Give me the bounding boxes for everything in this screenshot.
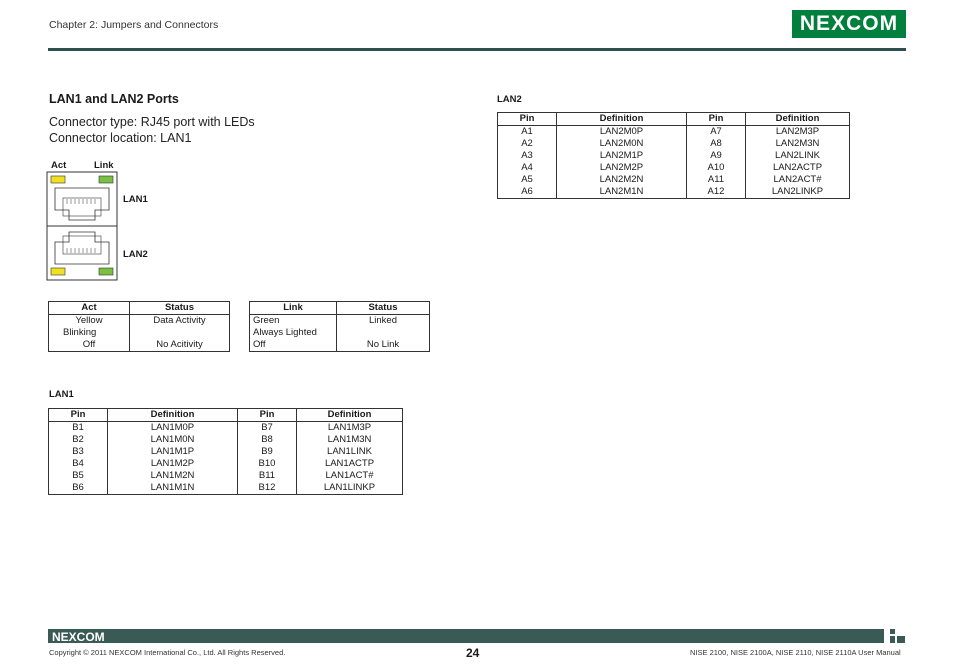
lan1-table-title: LAN1 [49, 389, 74, 400]
table-cell: A12 [687, 186, 746, 199]
lan2-port-label: LAN2 [123, 249, 148, 260]
table-row: Green Linked [250, 315, 430, 328]
table-cell: LAN1ACT# [297, 470, 403, 482]
table-row: Off No Link [250, 339, 430, 352]
table-cell: B4 [49, 458, 108, 470]
lan1-link-led [99, 176, 113, 183]
table-cell: LAN2M2P [557, 162, 687, 174]
table-cell: A5 [498, 174, 557, 186]
table-cell: A8 [687, 138, 746, 150]
table-cell: LAN2M0N [557, 138, 687, 150]
lan2-table-title: LAN2 [497, 94, 522, 105]
table-row: Off No Acitivity [49, 339, 230, 352]
table-header: Link [250, 302, 337, 315]
copyright-text: Copyright © 2011 NEXCOM International Co., Ltd. All Rights Reserved. [49, 648, 286, 657]
table-cell: LAN2M2N [557, 174, 687, 186]
table-cell: B2 [49, 434, 108, 446]
footer-bar [48, 629, 884, 643]
table-cell: LAN2ACTP [746, 162, 850, 174]
table-cell: LAN2ACT# [746, 174, 850, 186]
table-cell: LAN1LINK [297, 446, 403, 458]
table-cell: B11 [238, 470, 297, 482]
table-cell: LAN1M2P [108, 458, 238, 470]
table-cell: A7 [687, 126, 746, 139]
header-divider [48, 48, 906, 51]
table-cell: LAN1M0P [108, 422, 238, 435]
table-cell: A3 [498, 150, 557, 162]
act-status-table [48, 301, 230, 352]
table-row: Always Lighted [250, 327, 430, 339]
act-label: Act [51, 160, 67, 171]
chapter-title: Chapter 2: Jumpers and Connectors [49, 19, 219, 31]
page-number: 24 [466, 646, 480, 660]
table-row [49, 458, 403, 470]
table-row [49, 482, 403, 495]
table-cell: LAN2M0P [557, 126, 687, 139]
connector-type: Connector type: RJ45 port with LEDs [49, 115, 255, 129]
table-header: Status [337, 302, 430, 315]
table-cell: A2 [498, 138, 557, 150]
table-cell: B6 [49, 482, 108, 495]
table-cell: LAN1M1N [108, 482, 238, 495]
table-cell: LAN2M3P [746, 126, 850, 139]
footer-blocks-icon [890, 629, 906, 643]
table-row [498, 150, 850, 162]
nexcom-logo: NE X COM [792, 10, 906, 38]
table-cell: A10 [687, 162, 746, 174]
table-cell: B1 [49, 422, 108, 435]
table-header: Act [49, 302, 130, 315]
table-row [498, 138, 850, 150]
table-row [498, 126, 850, 139]
table-cell: A11 [687, 174, 746, 186]
table-cell: LAN2M1P [557, 150, 687, 162]
table-row [49, 422, 403, 435]
table-cell: LAN1M3N [297, 434, 403, 446]
table-row [49, 470, 403, 482]
section-title: LAN1 and LAN2 Ports [49, 92, 179, 106]
table-cell: LAN2LINKP [746, 186, 850, 199]
link-status-table [249, 301, 430, 352]
table-cell: LAN2M1N [557, 186, 687, 199]
lan2-act-led [51, 268, 65, 275]
table-cell: A4 [498, 162, 557, 174]
table-cell: LAN1ACTP [297, 458, 403, 470]
table-cell: B12 [238, 482, 297, 495]
connector-location: Connector location: LAN1 [49, 131, 192, 145]
lan1-act-led [51, 176, 65, 183]
table-cell: B10 [238, 458, 297, 470]
manual-title: NISE 2100, NISE 2100A, NISE 2110, NISE 2110A User Manual [690, 648, 901, 657]
table-cell: LAN1M0N [108, 434, 238, 446]
table-cell: A6 [498, 186, 557, 199]
table-row: Blinking [49, 327, 230, 339]
table-row [49, 434, 403, 446]
table-row [498, 186, 850, 199]
table-row [498, 162, 850, 174]
table-row [49, 446, 403, 458]
lan2-link-led [99, 268, 113, 275]
footer-logo: NEXCOM [52, 630, 105, 644]
table-cell: A9 [687, 150, 746, 162]
table-header: Status [130, 302, 230, 315]
table-cell: LAN1M2N [108, 470, 238, 482]
table-cell: B7 [238, 422, 297, 435]
rj45-diagram [45, 170, 120, 282]
table-cell: B8 [238, 434, 297, 446]
lan1-pin-table: Pin Definition Pin Definition B1 LAN1M0P B7 LAN1M3P B2 LAN1M0N B8 LAN1M3N B3 LAN1M1P B9 LAN1LINK B4 LAN1M2P B10 LAN1ACTP B5 LAN1M2N B11 LAN1ACT# B6 LAN1M1N B12 LAN1LINKP [48, 408, 403, 495]
table-cell: LAN1M1P [108, 446, 238, 458]
table-cell: LAN2M3N [746, 138, 850, 150]
table-row: Yellow Data Activity [49, 315, 230, 328]
link-label: Link [94, 160, 114, 171]
table-cell: LAN2LINK [746, 150, 850, 162]
table-cell: LAN1LINKP [297, 482, 403, 495]
lan1-port-label: LAN1 [123, 194, 148, 205]
table-cell: B3 [49, 446, 108, 458]
table-cell: LAN1M3P [297, 422, 403, 435]
table-cell: A1 [498, 126, 557, 139]
table-cell: B5 [49, 470, 108, 482]
table-row [498, 174, 850, 186]
table-cell: B9 [238, 446, 297, 458]
lan2-pin-table: Pin Definition Pin Definition A1 LAN2M0P A7 LAN2M3P A2 LAN2M0N A8 LAN2M3N A3 LAN2M1P A9 LAN2LINK A4 LAN2M2P A10 LAN2ACTP A5 LAN2M2N A11 LAN2ACT# A6 LAN2M1N A12 LAN2LINKP [497, 112, 850, 199]
